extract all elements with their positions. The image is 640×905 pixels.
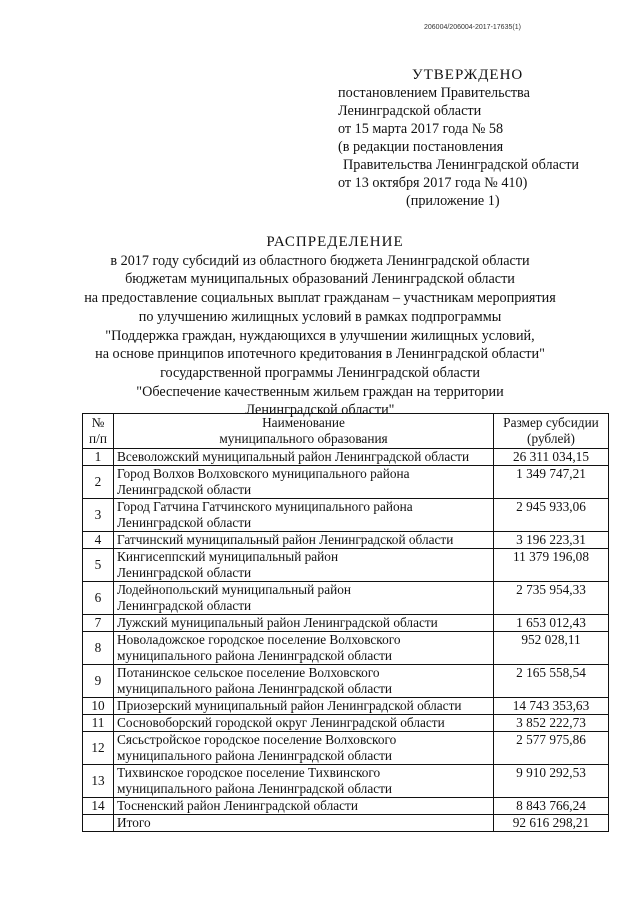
row-name-line: Приозерский муниципальный район Ленинградской области	[117, 698, 462, 713]
row-amount: 2 165 558,54	[494, 665, 609, 698]
header-amount-line: Размер субсидии	[503, 415, 599, 430]
row-number: 4	[83, 532, 114, 549]
header-number	[83, 414, 114, 449]
header-amount	[494, 414, 609, 449]
heading-line: на предоставление социальных выплат гражданам – участникам мероприятия	[84, 290, 556, 307]
heading-line: по улучшению жилищных условий в рамках подпрограммы	[138, 308, 502, 325]
row-number: 10	[83, 698, 114, 715]
row-amount: 952 028,11	[494, 632, 609, 665]
header-name-line: муниципального образования	[219, 431, 388, 446]
row-name-line: муниципального района Ленинградской области	[117, 648, 393, 663]
approval-line: (в редакции постановления	[338, 139, 504, 155]
row-number: 2	[83, 466, 114, 499]
row-amount: 11 379 196,08	[494, 549, 609, 582]
approval-line: Ленинградской области	[338, 103, 482, 119]
row-amount: 14 743 353,63	[494, 698, 609, 715]
table-row	[83, 732, 609, 765]
row-number: 14	[83, 798, 114, 815]
header-number-line: п/п	[89, 431, 107, 446]
table-header-row	[83, 414, 609, 449]
row-name	[114, 532, 494, 549]
row-amount: 2 735 954,33	[494, 582, 609, 615]
row-amount: 2 945 933,06	[494, 499, 609, 532]
row-name-line: Потанинское сельское поселение Волховского	[117, 665, 380, 680]
row-name-line: муниципального района Ленинградской области	[117, 748, 393, 763]
heading-line: "Поддержка граждан, нуждающихся в улучшении жилищных условий,	[105, 327, 535, 344]
row-amount: 9 910 292,53	[494, 765, 609, 798]
table-row	[83, 698, 609, 715]
row-name	[114, 449, 494, 466]
row-amount: 3 196 223,31	[494, 532, 609, 549]
document-id: 206004/206004-2017-17635(1)	[424, 24, 521, 31]
total-amount: 92 616 298,21	[494, 815, 609, 832]
row-number: 7	[83, 615, 114, 632]
row-name	[114, 499, 494, 532]
row-name	[114, 582, 494, 615]
row-name	[114, 715, 494, 732]
heading-line: "Обеспечение качественным жильем граждан на территории	[136, 383, 504, 400]
row-name-line: Ленинградской области	[117, 482, 252, 497]
row-name-line: Гатчинский муниципальный район Ленинградской области	[117, 532, 454, 547]
row-name-line: Лодейнопольский муниципальный район	[117, 582, 351, 597]
approval-line: от 13 октября 2017 года № 410)	[338, 175, 528, 191]
table-row	[83, 549, 609, 582]
row-name-line: Сосновоборский городской округ Ленинградской области	[117, 715, 445, 730]
header-amount-line: (рублей)	[527, 431, 575, 446]
row-number: 6	[83, 582, 114, 615]
row-name-line: Ленинградской области	[117, 598, 252, 613]
row-number: 9	[83, 665, 114, 698]
table-row	[83, 765, 609, 798]
header-number-line: №	[91, 415, 105, 430]
row-name-line: Город Гатчина Гатчинского муниципального района	[117, 499, 413, 514]
row-name-line: Сясьстройское городское поселение Волховского	[117, 732, 397, 747]
row-amount: 2 577 975,86	[494, 732, 609, 765]
heading-line: на основе принципов ипотечного кредитования в Ленинградской области"	[95, 346, 545, 363]
header-name-line: Наименование	[262, 415, 345, 430]
approval-title: УТВЕРЖДЕНО	[412, 67, 524, 83]
row-name-line: муниципального района Ленинградской области	[117, 781, 393, 796]
row-name	[114, 549, 494, 582]
heading-title: РАСПРЕДЕЛЕНИЕ	[266, 234, 404, 250]
table-row	[83, 632, 609, 665]
row-amount: 3 852 222,73	[494, 715, 609, 732]
row-number: 11	[83, 715, 114, 732]
header-name	[114, 414, 494, 449]
row-name-line: Тосненский район Ленинградской области	[117, 798, 358, 813]
table-row	[83, 715, 609, 732]
row-number: 8	[83, 632, 114, 665]
table-row	[83, 449, 609, 466]
row-name	[114, 765, 494, 798]
row-amount: 8 843 766,24	[494, 798, 609, 815]
row-amount: 1 349 747,21	[494, 466, 609, 499]
table-row	[83, 499, 609, 532]
row-number: 1	[83, 449, 114, 466]
row-name-line: Ленинградской области	[117, 565, 252, 580]
row-name-line: Всеволожский муниципальный район Ленинградской области	[117, 449, 470, 464]
approval-line: постановлением Правительства	[338, 85, 530, 101]
approval-line: Правительства Ленинградской области	[343, 157, 579, 173]
row-number: 13	[83, 765, 114, 798]
table-row	[83, 532, 609, 549]
table-row	[83, 798, 609, 815]
row-name	[114, 732, 494, 765]
table-row	[83, 466, 609, 499]
row-name-line: муниципального района Ленинградской области	[117, 681, 393, 696]
approval-block	[338, 66, 628, 210]
row-name-line: Тихвинское городское поселение Тихвинского	[117, 765, 381, 780]
heading-line: Ленинградской области"	[245, 402, 395, 419]
row-number: 3	[83, 499, 114, 532]
row-number: 5	[83, 549, 114, 582]
table-row	[83, 615, 609, 632]
row-name-line: Кингисеппский муниципальный район	[117, 549, 339, 564]
approval-line: от 15 марта 2017 года № 58	[338, 121, 504, 137]
row-name	[114, 798, 494, 815]
table-row	[83, 582, 609, 615]
row-amount: 26 311 034,15	[494, 449, 609, 466]
row-name	[114, 698, 494, 715]
heading-line: государственной программы Ленинградской области	[160, 364, 480, 381]
row-name	[114, 632, 494, 665]
row-name-line: Ленинградской области	[117, 515, 252, 530]
total-number-cell	[83, 815, 114, 832]
row-name	[114, 665, 494, 698]
table-total-row	[83, 815, 609, 832]
total-label: Итого	[114, 815, 494, 832]
row-name	[114, 466, 494, 499]
row-name-line: Город Волхов Волховского муниципального района	[117, 466, 410, 481]
document-heading	[0, 233, 640, 420]
heading-line: в 2017 году субсидий из областного бюджета Ленинградской области	[110, 252, 530, 269]
table-row	[83, 665, 609, 698]
row-name-line: Новоладожское городское поселение Волховского	[117, 632, 401, 647]
subsidy-table	[82, 413, 609, 832]
heading-line: бюджетам муниципальных образований Ленинградской области	[125, 271, 515, 288]
approval-appendix: (приложение 1)	[406, 193, 500, 209]
row-amount: 1 653 012,43	[494, 615, 609, 632]
row-number: 12	[83, 732, 114, 765]
row-name-line: Лужский муниципальный район Ленинградской области	[117, 615, 438, 630]
row-name	[114, 615, 494, 632]
